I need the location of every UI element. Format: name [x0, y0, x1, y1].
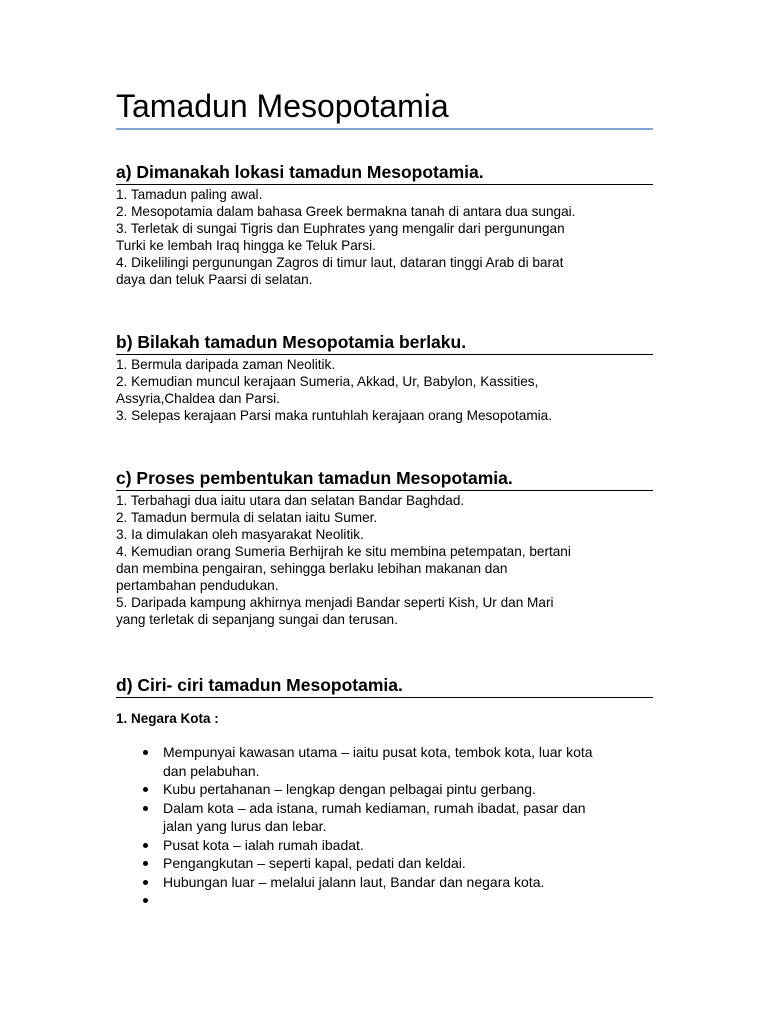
list-item	[116, 743, 653, 780]
title-underline	[116, 128, 653, 130]
bullet-icon	[143, 898, 148, 903]
section-heading: a) Dimanakah lokasi tamadun Mesopotamia.	[116, 160, 653, 185]
text-line: 3. Selepas kerajaan Parsi maka runtuhlah kerajaan orang Mesopotamia.	[116, 408, 553, 423]
section-body	[116, 356, 653, 424]
text-line: 1. Terbahagi dua iaitu utara dan selatan Bandar Baghdad.	[116, 493, 465, 508]
section-heading: b) Bilakah tamadun Mesopotamia berlaku.	[116, 330, 653, 355]
text-line: pertambahan pendudukan.	[116, 578, 279, 593]
text-line: Kubu pertahanan – lengkap dengan pelbagai pintu gerbang.	[163, 781, 536, 797]
section-period	[116, 330, 653, 424]
text-line: yang terletak di sepanjang sungai dan terusan.	[116, 612, 398, 627]
section-heading: d) Ciri- ciri tamadun Mesopotamia.	[116, 673, 653, 698]
text-line: Hubungan luar – melalui jalann laut, Bandar dan negara kota.	[163, 873, 545, 890]
text-line	[163, 891, 653, 910]
list-item	[116, 799, 653, 836]
text-line: 3. Terletak di sungai Tigris dan Euphrates yang mengalir dari pergunungan	[116, 221, 565, 236]
section-body	[116, 186, 653, 288]
section-formation	[116, 466, 653, 628]
text-line: 4. Kemudian orang Sumeria Berhijrah ke situ membina petempatan, bertani	[116, 544, 571, 559]
text-line: 2. Kemudian muncul kerajaan Sumeria, Akkad, Ur, Babylon, Kassities,	[116, 374, 539, 389]
section-location	[116, 160, 653, 288]
text-line: Pengangkutan – seperti kapal, pedati dan keldai.	[163, 855, 466, 871]
list-item	[116, 854, 653, 873]
section-body	[116, 492, 653, 628]
document-title: Tamadun Mesopotamia	[116, 88, 449, 124]
bullet-icon	[143, 750, 148, 755]
text-line: 1. Tamadun paling awal.	[116, 187, 263, 202]
text-line: dan membina pengairan, sehingga berlaku lebihan makanan dan	[116, 561, 508, 576]
text-line: 3. Ia dimulakan oleh masyarakat Neolitik.	[116, 527, 364, 542]
section-heading: c) Proses pembentukan tamadun Mesopotamia.	[116, 466, 653, 491]
bullet-icon	[143, 861, 148, 866]
text-line: Dalam kota – ada istana, rumah kediaman, rumah ibadat, pasar dan	[163, 799, 586, 816]
bullet-list	[116, 743, 653, 910]
bullet-icon	[143, 843, 148, 848]
text-line: 2. Mesopotamia dalam bahasa Greek bermakna tanah di antara dua sungai.	[116, 204, 576, 219]
text-line: 1. Bermula daripada zaman Neolitik.	[116, 357, 336, 372]
bullet-icon	[143, 880, 148, 885]
bullet-icon	[143, 787, 148, 792]
text-line: Mempunyai kawasan utama – iaitu pusat kota, tembok kota, luar kota	[163, 744, 593, 760]
text-line: Assyria,Chaldea dan Parsi.	[116, 391, 280, 406]
text-line: jalan yang lurus dan lebar.	[163, 818, 327, 834]
text-line: Pusat kota – ialah rumah ibadat.	[163, 836, 364, 853]
text-line: 5. Daripada kampung akhirnya menjadi Bandar seperti Kish, Ur dan Mari	[116, 595, 554, 610]
subsection-heading: 1. Negara Kota :	[116, 711, 219, 726]
text-line: daya dan teluk Paarsi di selatan.	[116, 272, 313, 287]
list-item-empty	[116, 891, 653, 910]
list-item	[116, 873, 653, 892]
bullet-icon	[143, 806, 148, 811]
list-item	[116, 836, 653, 855]
text-line: Turki ke lembah Iraq hingga ke Teluk Parsi.	[116, 238, 376, 253]
section-characteristics	[116, 673, 653, 698]
list-item	[116, 780, 653, 799]
text-line: 4. Dikelilingi pergunungan Zagros di timur laut, dataran tinggi Arab di barat	[116, 255, 564, 270]
text-line: dan pelabuhan.	[163, 762, 260, 779]
text-line: 2. Tamadun bermula di selatan iaitu Sumer.	[116, 510, 378, 525]
